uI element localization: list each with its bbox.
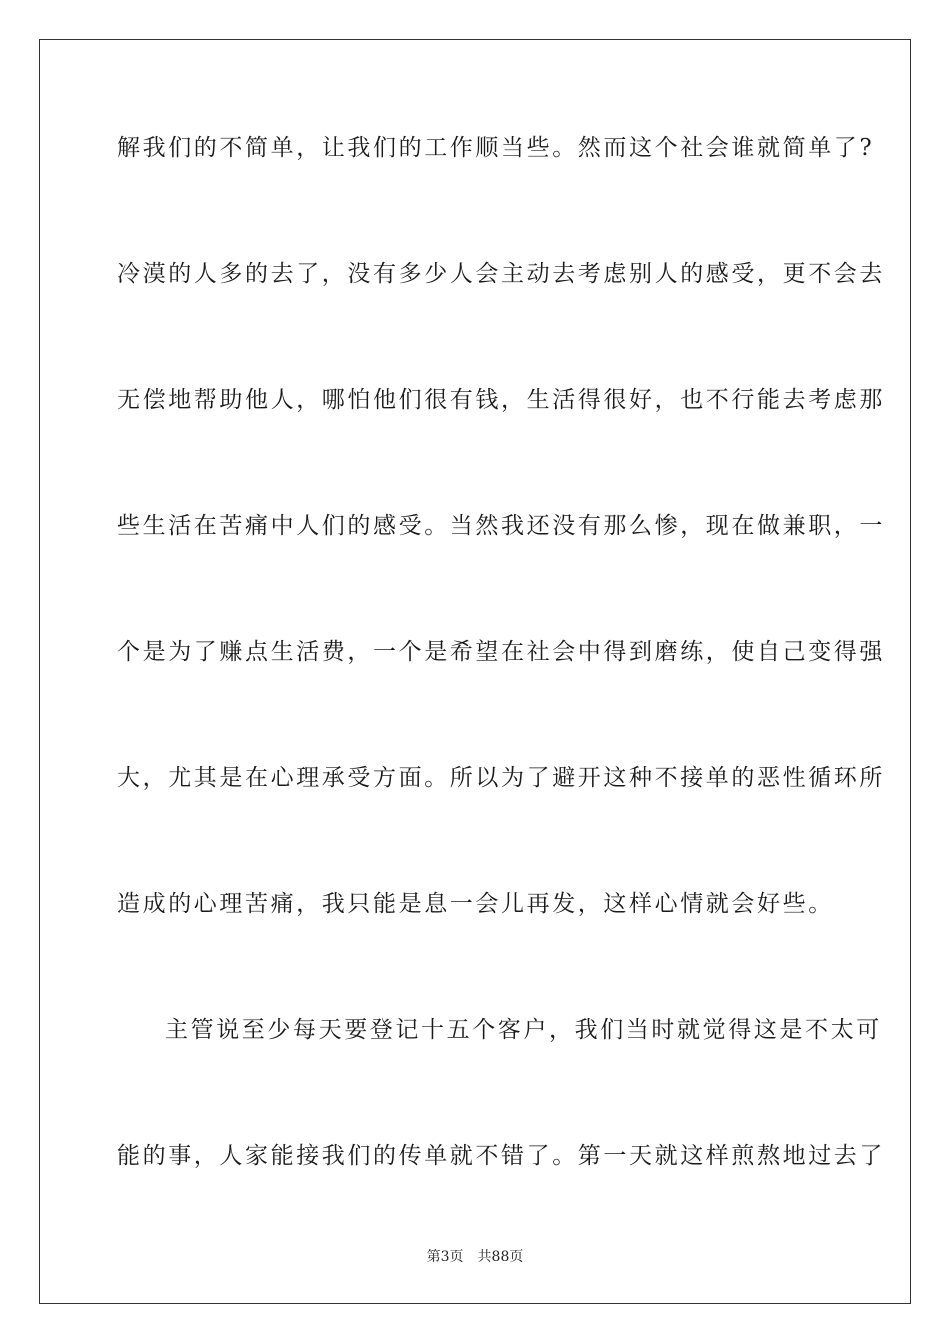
body-line-7: 造成的心理苦痛，我只能是息一会儿再发，这样心情就会好些。: [117, 891, 834, 917]
total-pages: 共88页: [477, 1249, 524, 1265]
page-footer: [0, 1248, 950, 1266]
body-line-8-paragraph-start: 主管说至少每天要登记十五个客户，我们当时就觉得这是不太可: [165, 1017, 882, 1043]
body-line-9: 能的事，人家能接我们的传单就不错了。第一天就这样煎熬地过去了: [117, 1143, 885, 1169]
page-border: [39, 39, 911, 1304]
body-line-5: 个是为了赚点生活费，一个是希望在社会中得到磨练，使自己变得强: [117, 639, 885, 665]
body-line-2: 冷漠的人多的去了，没有多少人会主动去考虑别人的感受，更不会去: [117, 261, 885, 287]
page-number: 第3页: [426, 1249, 464, 1265]
body-line-6: 大，尤其是在心理承受方面。所以为了避开这种不接单的恶性循环所: [117, 765, 885, 791]
body-line-1: 解我们的不简单，让我们的工作顺当些。然而这个社会谁就简单了?: [117, 135, 875, 161]
body-line-3: 无偿地帮助他人，哪怕他们很有钱，生活得很好，也不行能去考虑那: [117, 387, 885, 413]
body-line-4: 些生活在苦痛中人们的感受。当然我还没有那么惨，现在做兼职，一: [117, 513, 885, 539]
